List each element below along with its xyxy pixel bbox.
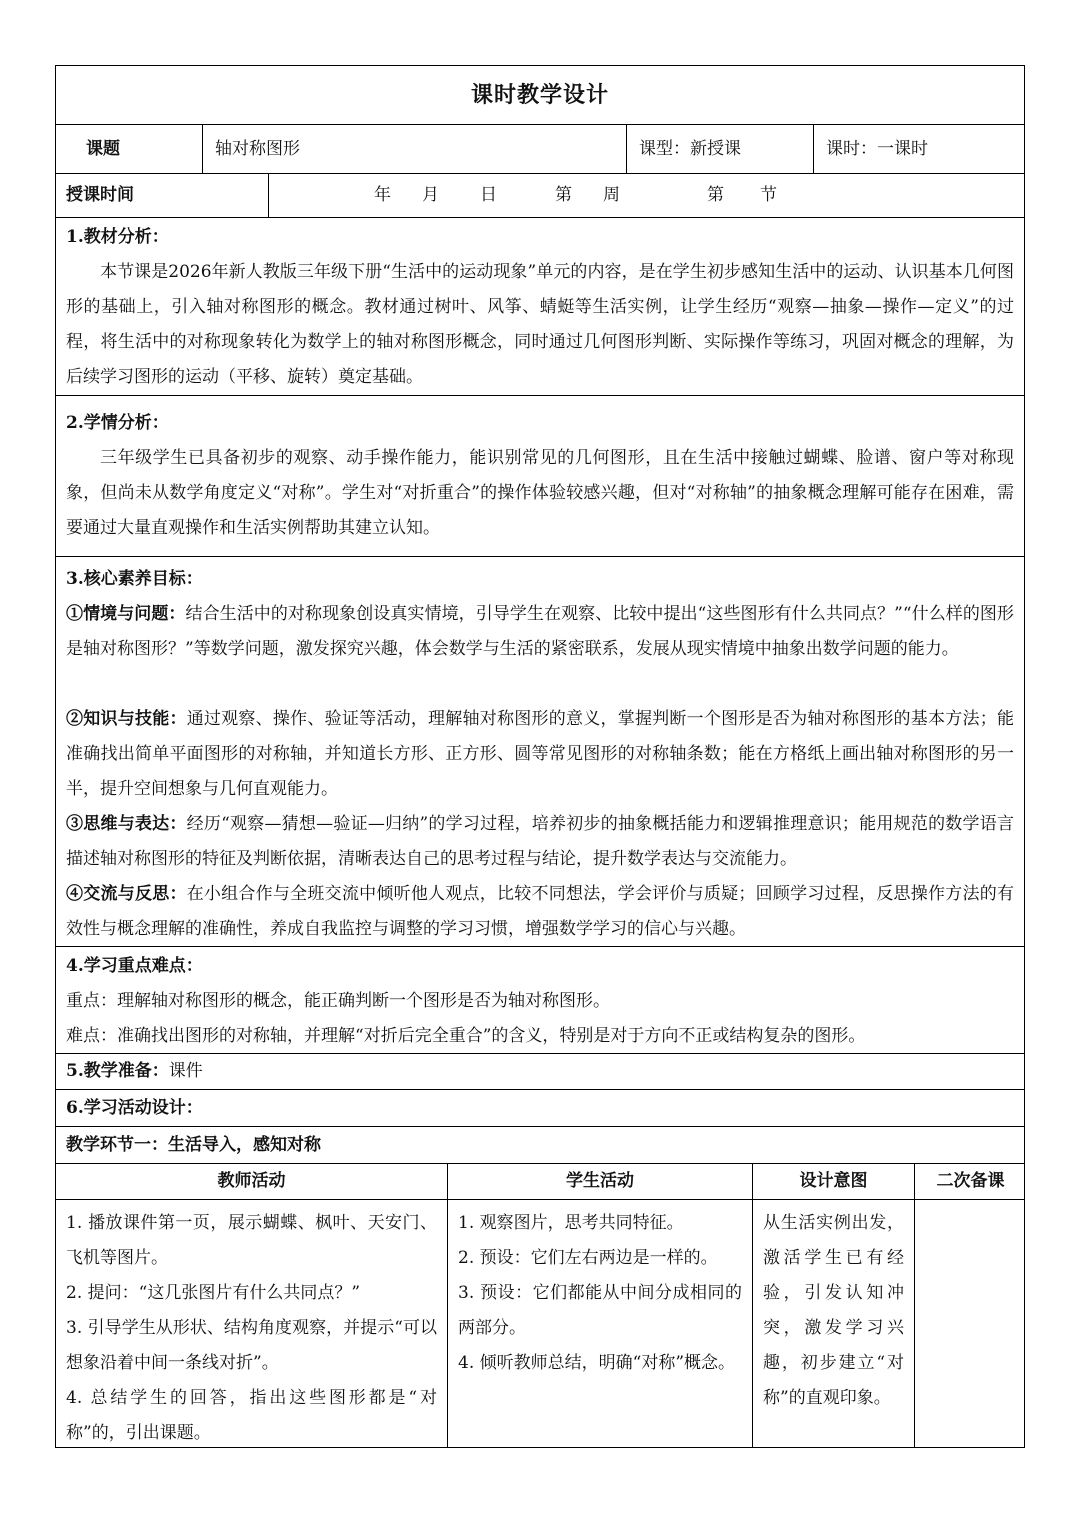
students-body: 三年级学生已具备初步的观察、动手操作能力，能识别常见的几何图形，且在生活中接触过蝴蝶、脸谱、窗户等对称现象，但尚未从数学角度定义“对称”。学生对“对折重合”的操作体验较感兴趣，但对“对称轴”的抽象概念理解可能存在困难，需要通过大量直观操作和生活实例帮助其建立认知。 <box>66 448 1014 538</box>
student-list <box>448 1200 752 1381</box>
section-prefix: 第 <box>707 185 724 205</box>
goal-label: ①情境与问题： <box>66 604 186 624</box>
lesson-type: 课型：新授课 <box>626 125 813 173</box>
col-student: 学生活动 <box>447 1164 752 1199</box>
teacher-activity <box>56 1200 447 1447</box>
second-prep-text <box>915 1200 1026 1206</box>
list-item: 2. 预设：它们左右两边是一样的。 <box>458 1248 718 1268</box>
goal-item <box>66 877 1014 947</box>
list-item: 1. 播放课件第一页，展示蝴蝶、枫叶、天安门、飞机等图片。 <box>66 1213 437 1268</box>
time-label: 授课时间 <box>66 185 134 205</box>
goal-item <box>66 597 1014 667</box>
list-item: 4. 倾听教师总结，明确“对称”概念。 <box>458 1353 736 1373</box>
key-difficult <box>56 947 1024 1054</box>
stage-title-row <box>56 1127 1024 1164</box>
activity-heading: 6.学习活动设计： <box>66 1098 203 1118</box>
goal-text: 在小组合作与全班交流中倾听他人观点，比较不同想法，学会评价与质疑；回顾学习过程，反思操作方法的有效性与概念理解的准确性，养成自我监控与调整的学习习惯，增强数学学习的信心与兴趣。 <box>66 884 1015 939</box>
col-intent: 设计意图 <box>752 1164 914 1199</box>
second-prep <box>914 1200 1026 1447</box>
prep-heading: 5.教学准备： <box>66 1061 169 1081</box>
lesson-plan-table <box>55 65 1025 1448</box>
textbook-analysis <box>56 218 1024 396</box>
stage-title: 教学环节一：生活导入，感知对称 <box>66 1135 321 1155</box>
students-heading: 2.学情分析： <box>66 413 169 433</box>
col-second: 二次备课 <box>914 1164 1026 1199</box>
time-row <box>56 174 1024 218</box>
textbook-heading: 1.教材分析： <box>66 227 169 247</box>
key-point: 重点：理解轴对称图形的概念，能正确判断一个图形是否为轴对称图形。 <box>66 991 610 1011</box>
list-item: 1. 观察图片，思考共同特征。 <box>458 1213 684 1233</box>
topic-row <box>56 125 1024 174</box>
teaching-prep <box>56 1054 1024 1090</box>
activity-heading-row <box>56 1090 1024 1127</box>
activity-header-row <box>56 1164 1024 1200</box>
page-title: 课时教学设计 <box>470 82 609 108</box>
prep-value: 课件 <box>168 1061 203 1081</box>
goal-text: 通过观察、操作、验证等活动，理解轴对称图形的意义，掌握判断一个图形是否为轴对称图形的基本方法；能准确找出简单平面图形的对称轴，并知道长方形、正方形、圆等常见图形的对称轴条数；能在方格纸上画出轴对称图形的另一半，提升空间想象与几何直观能力。 <box>66 709 1015 799</box>
goal-text: 经历“观察—猜想—验证—归纳”的学习过程，培养初步的抽象概括能力和逻辑推理意识；能用规范的数学语言描述轴对称图形的特征及判断依据，清晰表达自己的思考过程与结论，提升数学表达与交流能力。 <box>66 814 1014 869</box>
topic-label: 课题 <box>86 139 120 159</box>
title-row <box>56 66 1024 125</box>
col-teacher: 教师活动 <box>217 1171 286 1191</box>
goal-text: 结合生活中的对称现象创设真实情境，引导学生在观察、比较中提出“这些图形有什么共同点？”“什么样的图形是轴对称图形？”等数学问题，激发探究兴趣，体会数学与生活的紧密联系，发展从现实情境中抽象出数学问题的能力。 <box>66 604 1014 659</box>
section-suffix: 节 <box>760 185 777 205</box>
week-prefix: 第 <box>555 185 572 205</box>
core-goals <box>56 557 1024 947</box>
teacher-list <box>56 1200 447 1451</box>
lesson-period: 课时：一课时 <box>813 125 1026 173</box>
month-label: 月 <box>422 185 439 205</box>
intent-text: 从生活实例出发，激活学生已有经验，引发认知冲突，激发学习兴趣，初步建立“对称”的直观印象。 <box>763 1213 904 1408</box>
week-suffix: 周 <box>603 185 620 205</box>
day-label: 日 <box>480 185 497 205</box>
goal-label: ④交流与反思： <box>66 884 187 904</box>
goal-label: ③思维与表达： <box>66 814 187 834</box>
difficult-point: 难点：准确找出图形的对称轴，并理解“对折后完全重合”的含义，特别是对于方向不正或结构复杂的图形。 <box>66 1026 866 1046</box>
student-activity <box>447 1200 752 1447</box>
goal-item <box>66 702 1014 807</box>
design-intent <box>752 1200 914 1447</box>
list-item: 2. 提问：“这几张图片有什么共同点？” <box>66 1283 361 1303</box>
topic-value: 轴对称图形 <box>202 125 626 173</box>
student-analysis <box>56 396 1024 557</box>
activity-content-row <box>56 1200 1024 1447</box>
keypoints-heading: 4.学习重点难点： <box>66 956 203 976</box>
list-item: 4. 总结学生的回答，指出这些图形都是“对称”的，引出课题。 <box>66 1388 437 1443</box>
time-fields <box>268 174 1026 217</box>
list-item: 3. 引导学生从形状、结构角度观察，并提示“可以想象沿着中间一条线对折”。 <box>66 1318 437 1373</box>
textbook-body: 本节课是2026年新人教版三年级下册“生活中的运动现象”单元的内容，是在学生初步感知生活中的运动、认识基本几何图形的基础上，引入轴对称图形的概念。教材通过树叶、风筝、蜻蜓等生活实例，让学生经历“观察—抽象—操作—定义”的过程，将生活中的对称现象转化为数学上的轴对称图形概念，同时通过几何图形判断、实际操作等练习，巩固对概念的理解，为后续学习图形的运动（平移、旋转）奠定基础。 <box>66 262 1014 387</box>
goal-item <box>66 807 1014 877</box>
goal-label: ②知识与技能： <box>66 709 187 729</box>
year-label: 年 <box>374 185 391 205</box>
goals-heading: 3.核心素养目标： <box>66 569 203 589</box>
prep-line <box>66 1054 1014 1089</box>
list-item: 3. 预设：它们都能从中间分成相同的两部分。 <box>458 1283 742 1338</box>
